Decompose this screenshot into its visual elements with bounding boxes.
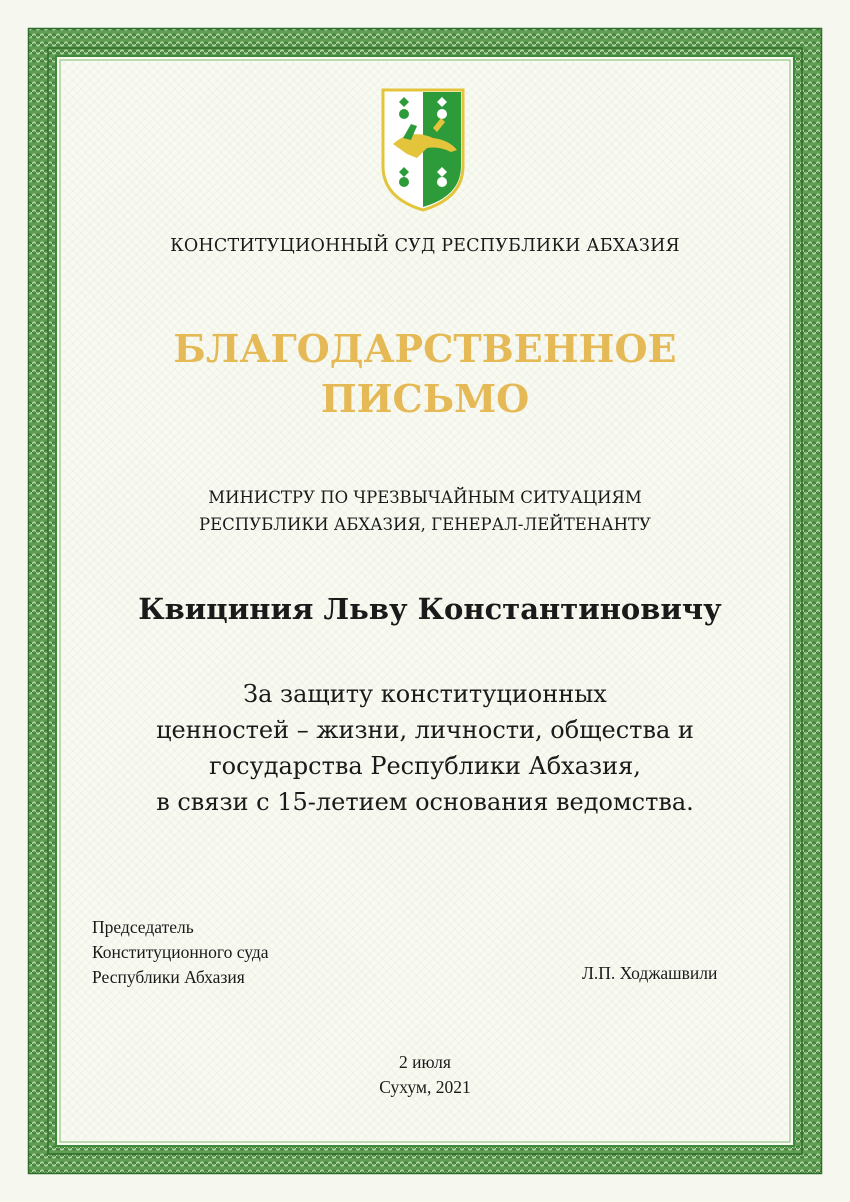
coat-of-arms-of-abkhazia-icon	[381, 88, 465, 212]
place-year-line: Сухум, 2021	[379, 1077, 471, 1097]
addressee-block	[0, 484, 850, 538]
reason-line-2: ценностей – жизни, личности, общества и	[156, 716, 694, 744]
date-line: 2 июля	[399, 1052, 451, 1072]
reason-line-3: государства Республики Абхазия,	[209, 752, 641, 780]
date-place	[0, 1050, 850, 1100]
addressee-line-2: РЕСПУБЛИКИ АБХАЗИЯ, ГЕНЕРАЛ-ЛЕЙТЕНАНТУ	[199, 515, 651, 534]
document-title	[0, 324, 850, 424]
signer-name: Л.П. Ходжашвили	[582, 963, 718, 983]
chair-line-2: Конституционного суда	[92, 942, 269, 962]
court-name: КОНСТИТУЦИОННЫЙ СУД РЕСПУБЛИКИ АБХАЗИЯ	[170, 236, 680, 256]
recipient-name: Квициния Льву Константиновичу	[138, 592, 722, 626]
chair-line-1: Председатель	[92, 917, 194, 937]
title-line-2: ПИСЬМО	[320, 376, 530, 421]
chair-title	[92, 915, 269, 990]
title-line-1: БЛАГОДАРСТВЕННОЕ	[173, 326, 677, 371]
reason-line-1: За защиту конституционных	[243, 680, 607, 708]
reason-text	[0, 676, 850, 820]
addressee-line-1: МИНИСТРУ ПО ЧРЕЗВЫЧАЙНЫМ СИТУАЦИЯМ	[208, 488, 642, 507]
chair-line-3: Республики Абхазия	[92, 967, 245, 987]
reason-line-4: в связи с 15-летием основания ведомства.	[156, 788, 694, 816]
